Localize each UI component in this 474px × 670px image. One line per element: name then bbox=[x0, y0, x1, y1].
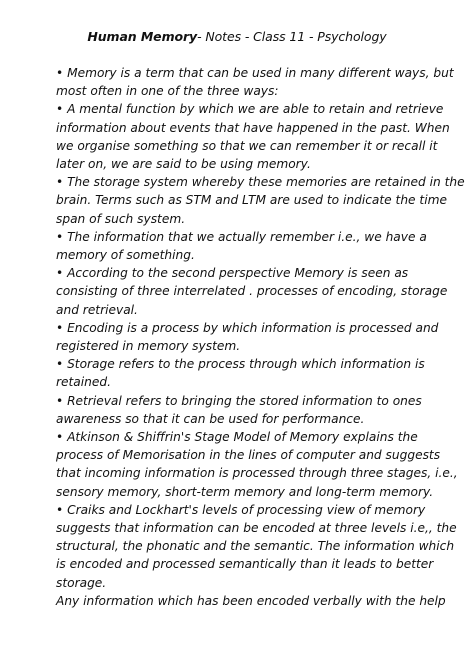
title-main: Human Memory bbox=[87, 29, 198, 44]
paragraph bbox=[56, 228, 426, 264]
paragraph bbox=[56, 173, 465, 228]
paragraph bbox=[56, 592, 446, 610]
paragraph bbox=[56, 392, 426, 428]
text-line: that incoming information is processed through three stages, i.e., bbox=[56, 466, 458, 481]
title-subtitle: - Notes - Class 11 - Psychology bbox=[197, 29, 387, 44]
text-line: • A mental function by which we are able to retain and retrieve bbox=[56, 102, 444, 117]
text-line: Any information which has been encoded verbally with the help bbox=[56, 593, 446, 608]
text-line: most often in one of the three ways: bbox=[56, 84, 279, 99]
document-body bbox=[56, 64, 465, 610]
paragraph bbox=[56, 355, 426, 391]
text-line: we organise something so that we can remember it or recall it bbox=[56, 138, 438, 153]
text-line: • According to the second perspective Memory is seen as bbox=[56, 266, 409, 281]
text-line: is encoded and processed semantically than it leads to better bbox=[56, 557, 434, 572]
text-line: • The storage system whereby these memories are retained in the bbox=[56, 175, 465, 190]
paragraph bbox=[56, 264, 448, 319]
text-line: structural, the phonatic and the semantic. The information which bbox=[56, 539, 455, 554]
paragraph bbox=[56, 64, 454, 100]
text-line: brain. Terms such as STM and LTM are used to indicate the time bbox=[56, 193, 447, 208]
paragraph bbox=[56, 428, 458, 501]
text-line: • Memory is a term that can be used in many different ways, but bbox=[56, 66, 454, 80]
text-line: • The information that we actually remember i.e., we have a bbox=[56, 229, 427, 244]
text-line: and retrieval. bbox=[56, 302, 138, 317]
text-line: • Encoding is a process by which information is processed and bbox=[56, 320, 439, 335]
page-title bbox=[0, 29, 474, 44]
paragraph bbox=[56, 501, 457, 592]
text-line: • Atkinson & Shiffrin's Stage Model of Memory explains the bbox=[56, 430, 418, 445]
text-line: registered in memory system. bbox=[56, 339, 241, 354]
text-line: suggests that information can be encoded at three levels i.e,, the bbox=[56, 521, 457, 536]
text-line: memory of something. bbox=[56, 248, 195, 263]
paragraph bbox=[56, 319, 439, 355]
text-line: later on, we are said to be using memory. bbox=[56, 157, 311, 172]
text-line: • Craiks and Lockhart's levels of processing view of memory bbox=[56, 502, 426, 517]
text-line: consisting of three interrelated . processes of encoding, storage bbox=[56, 284, 448, 299]
text-line: storage. bbox=[56, 575, 107, 590]
text-line: • Storage refers to the process through which information is bbox=[56, 357, 425, 372]
text-line: retained. bbox=[56, 375, 111, 390]
text-line: awareness so that it can be used for performance. bbox=[56, 411, 365, 426]
text-line: • Retrieval refers to bringing the stored information to ones bbox=[56, 393, 422, 408]
text-line: process of Memorisation in the lines of computer and suggests bbox=[56, 448, 441, 463]
text-line: sensory memory, short-term memory and long-term memory. bbox=[56, 484, 434, 499]
paragraph bbox=[56, 100, 450, 173]
text-line: span of such system. bbox=[56, 211, 186, 226]
text-line: information about events that have happened in the past. When bbox=[56, 120, 450, 135]
